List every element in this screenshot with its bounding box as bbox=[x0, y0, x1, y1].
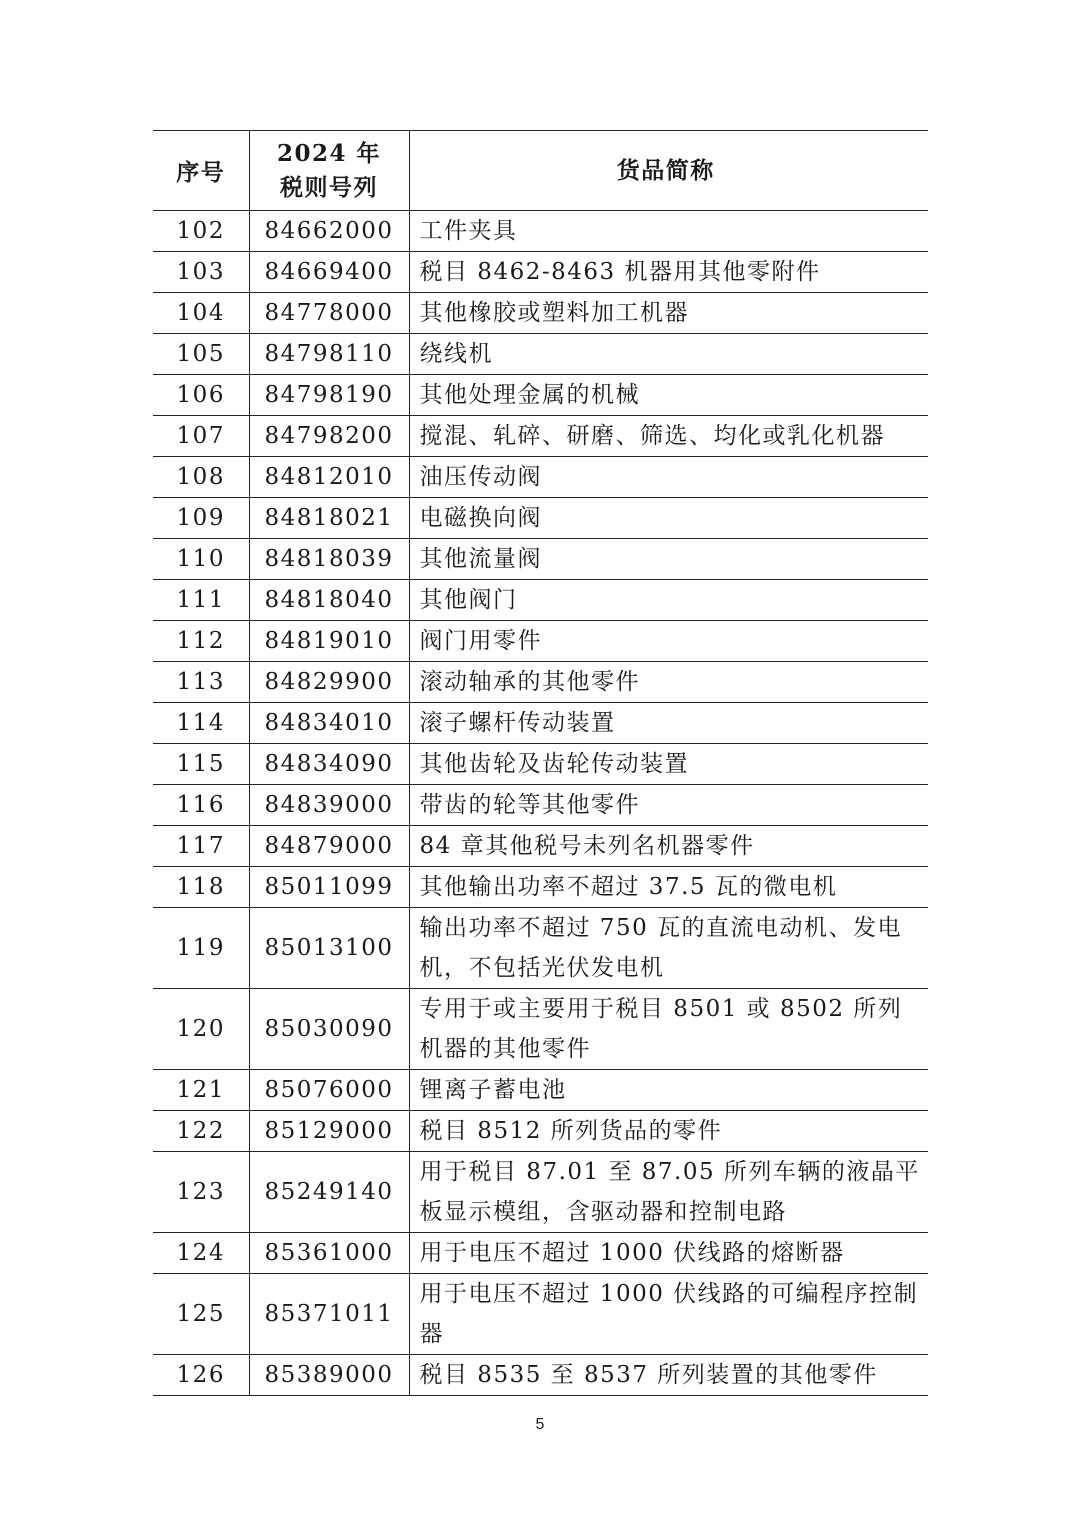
cell-name: 税目 8512 所列货品的零件 bbox=[419, 1118, 723, 1144]
cell-code: 84839000 bbox=[249, 785, 409, 826]
cell-code: 85361000 bbox=[249, 1233, 409, 1274]
cell-code: 85076000 bbox=[249, 1070, 409, 1111]
table-row bbox=[153, 1274, 928, 1355]
cell-seq: 113 bbox=[176, 669, 225, 695]
cell-name: 滚动轴承的其他零件 bbox=[419, 669, 640, 695]
cell-name: 搅混、轧碎、研磨、筛选、均化或乳化机器 bbox=[419, 423, 885, 449]
header-code bbox=[249, 131, 409, 211]
cell-code: 84662000 bbox=[249, 211, 409, 252]
cell-name: 其他齿轮及齿轮传动装置 bbox=[419, 751, 689, 777]
cell-code: 85030090 bbox=[249, 989, 409, 1070]
table-row bbox=[153, 1070, 928, 1111]
table-row bbox=[153, 416, 928, 457]
table-row bbox=[153, 293, 928, 334]
cell-name: 税目 8462-8463 机器用其他零附件 bbox=[419, 259, 821, 285]
table-row bbox=[153, 662, 928, 703]
table-row bbox=[153, 1111, 928, 1152]
cell-code: 85249140 bbox=[249, 1152, 409, 1233]
header-seq: 序号 bbox=[176, 159, 226, 186]
table-body bbox=[153, 131, 928, 1396]
table-row bbox=[153, 334, 928, 375]
cell-code: 84834090 bbox=[249, 744, 409, 785]
cell-seq: 126 bbox=[176, 1362, 225, 1388]
tariff-table bbox=[153, 130, 928, 1396]
cell-name: 滚子螺杆传动装置 bbox=[419, 710, 616, 736]
table-row bbox=[153, 498, 928, 539]
cell-name: 用于电压不超过 1000 伏线路的可编程序控制器 bbox=[419, 1281, 919, 1347]
page-number: 5 bbox=[535, 1416, 545, 1433]
table-header-row bbox=[153, 131, 928, 211]
cell-name: 其他输出功率不超过 37.5 瓦的微电机 bbox=[419, 874, 838, 900]
cell-seq: 107 bbox=[176, 423, 225, 449]
cell-seq: 124 bbox=[176, 1240, 225, 1266]
cell-name: 油压传动阀 bbox=[419, 464, 542, 490]
table-row bbox=[153, 703, 928, 744]
table-row bbox=[153, 252, 928, 293]
table-row bbox=[153, 375, 928, 416]
cell-seq: 119 bbox=[176, 935, 225, 961]
table-row bbox=[153, 1355, 928, 1396]
cell-code: 85011099 bbox=[249, 867, 409, 908]
cell-seq: 121 bbox=[176, 1077, 225, 1103]
cell-name: 税目 8535 至 8537 所列装置的其他零件 bbox=[419, 1362, 878, 1388]
cell-code: 84798190 bbox=[249, 375, 409, 416]
cell-code: 84798110 bbox=[249, 334, 409, 375]
cell-seq: 117 bbox=[176, 833, 225, 859]
cell-code: 85129000 bbox=[249, 1111, 409, 1152]
cell-code: 84812010 bbox=[249, 457, 409, 498]
header-code-label: 税则号列 bbox=[280, 173, 378, 201]
cell-code: 84834010 bbox=[249, 703, 409, 744]
table-row bbox=[153, 989, 928, 1070]
table-row bbox=[153, 457, 928, 498]
cell-seq: 111 bbox=[176, 587, 225, 613]
cell-name: 其他处理金属的机械 bbox=[419, 382, 640, 408]
cell-seq: 114 bbox=[176, 710, 225, 736]
cell-name: 阀门用零件 bbox=[419, 628, 542, 654]
cell-code: 84818040 bbox=[249, 580, 409, 621]
table-row bbox=[153, 211, 928, 252]
cell-seq: 110 bbox=[176, 546, 225, 572]
table-row bbox=[153, 1233, 928, 1274]
cell-seq: 122 bbox=[176, 1118, 225, 1144]
cell-seq: 125 bbox=[176, 1301, 225, 1327]
cell-code: 84818021 bbox=[249, 498, 409, 539]
cell-name: 电磁换向阀 bbox=[419, 505, 542, 531]
cell-name: 其他流量阀 bbox=[419, 546, 542, 572]
cell-code: 84818039 bbox=[249, 539, 409, 580]
table-row bbox=[153, 867, 928, 908]
cell-name: 其他阀门 bbox=[419, 587, 518, 613]
cell-seq: 120 bbox=[176, 1016, 225, 1042]
cell-code: 85389000 bbox=[249, 1355, 409, 1396]
cell-code: 84798200 bbox=[249, 416, 409, 457]
cell-code: 85371011 bbox=[249, 1274, 409, 1355]
cell-code: 84669400 bbox=[249, 252, 409, 293]
cell-code: 84778000 bbox=[249, 293, 409, 334]
cell-name: 84 章其他税号未列名机器零件 bbox=[419, 833, 755, 859]
cell-name: 专用于或主要用于税目 8501 或 8502 所列机器的其他零件 bbox=[419, 996, 903, 1062]
table-row bbox=[153, 539, 928, 580]
cell-name: 带齿的轮等其他零件 bbox=[419, 792, 640, 818]
table-row bbox=[153, 744, 928, 785]
header-name: 货品简称 bbox=[616, 156, 715, 184]
cell-seq: 106 bbox=[176, 382, 225, 408]
cell-code: 85013100 bbox=[249, 908, 409, 989]
table-row bbox=[153, 621, 928, 662]
cell-name: 输出功率不超过 750 瓦的直流电动机、发电机，不包括光伏发电机 bbox=[419, 915, 903, 981]
table-row bbox=[153, 826, 928, 867]
table-row bbox=[153, 1152, 928, 1233]
cell-name: 其他橡胶或塑料加工机器 bbox=[419, 300, 689, 326]
table-row bbox=[153, 580, 928, 621]
cell-code: 84819010 bbox=[249, 621, 409, 662]
cell-seq: 105 bbox=[176, 341, 225, 367]
cell-seq: 104 bbox=[176, 300, 225, 326]
cell-name: 工件夹具 bbox=[419, 218, 518, 244]
cell-code: 84879000 bbox=[249, 826, 409, 867]
header-code-year: 2024 年 bbox=[276, 139, 382, 167]
cell-seq: 102 bbox=[176, 218, 225, 244]
cell-seq: 109 bbox=[176, 505, 225, 531]
table-row bbox=[153, 785, 928, 826]
cell-seq: 103 bbox=[176, 259, 225, 285]
table-row bbox=[153, 908, 928, 989]
cell-name: 锂离子蓄电池 bbox=[419, 1077, 567, 1103]
cell-seq: 118 bbox=[176, 874, 225, 900]
cell-seq: 112 bbox=[176, 628, 225, 654]
cell-name: 用于电压不超过 1000 伏线路的熔断器 bbox=[419, 1240, 845, 1266]
cell-name: 用于税目 87.01 至 87.05 所列车辆的液晶平板显示模组，含驱动器和控制电路 bbox=[419, 1159, 920, 1225]
cell-name: 绕线机 bbox=[419, 341, 493, 367]
cell-seq: 116 bbox=[176, 792, 225, 818]
cell-seq: 115 bbox=[176, 751, 225, 777]
cell-seq: 123 bbox=[176, 1179, 225, 1205]
cell-code: 84829900 bbox=[249, 662, 409, 703]
cell-seq: 108 bbox=[176, 464, 225, 490]
